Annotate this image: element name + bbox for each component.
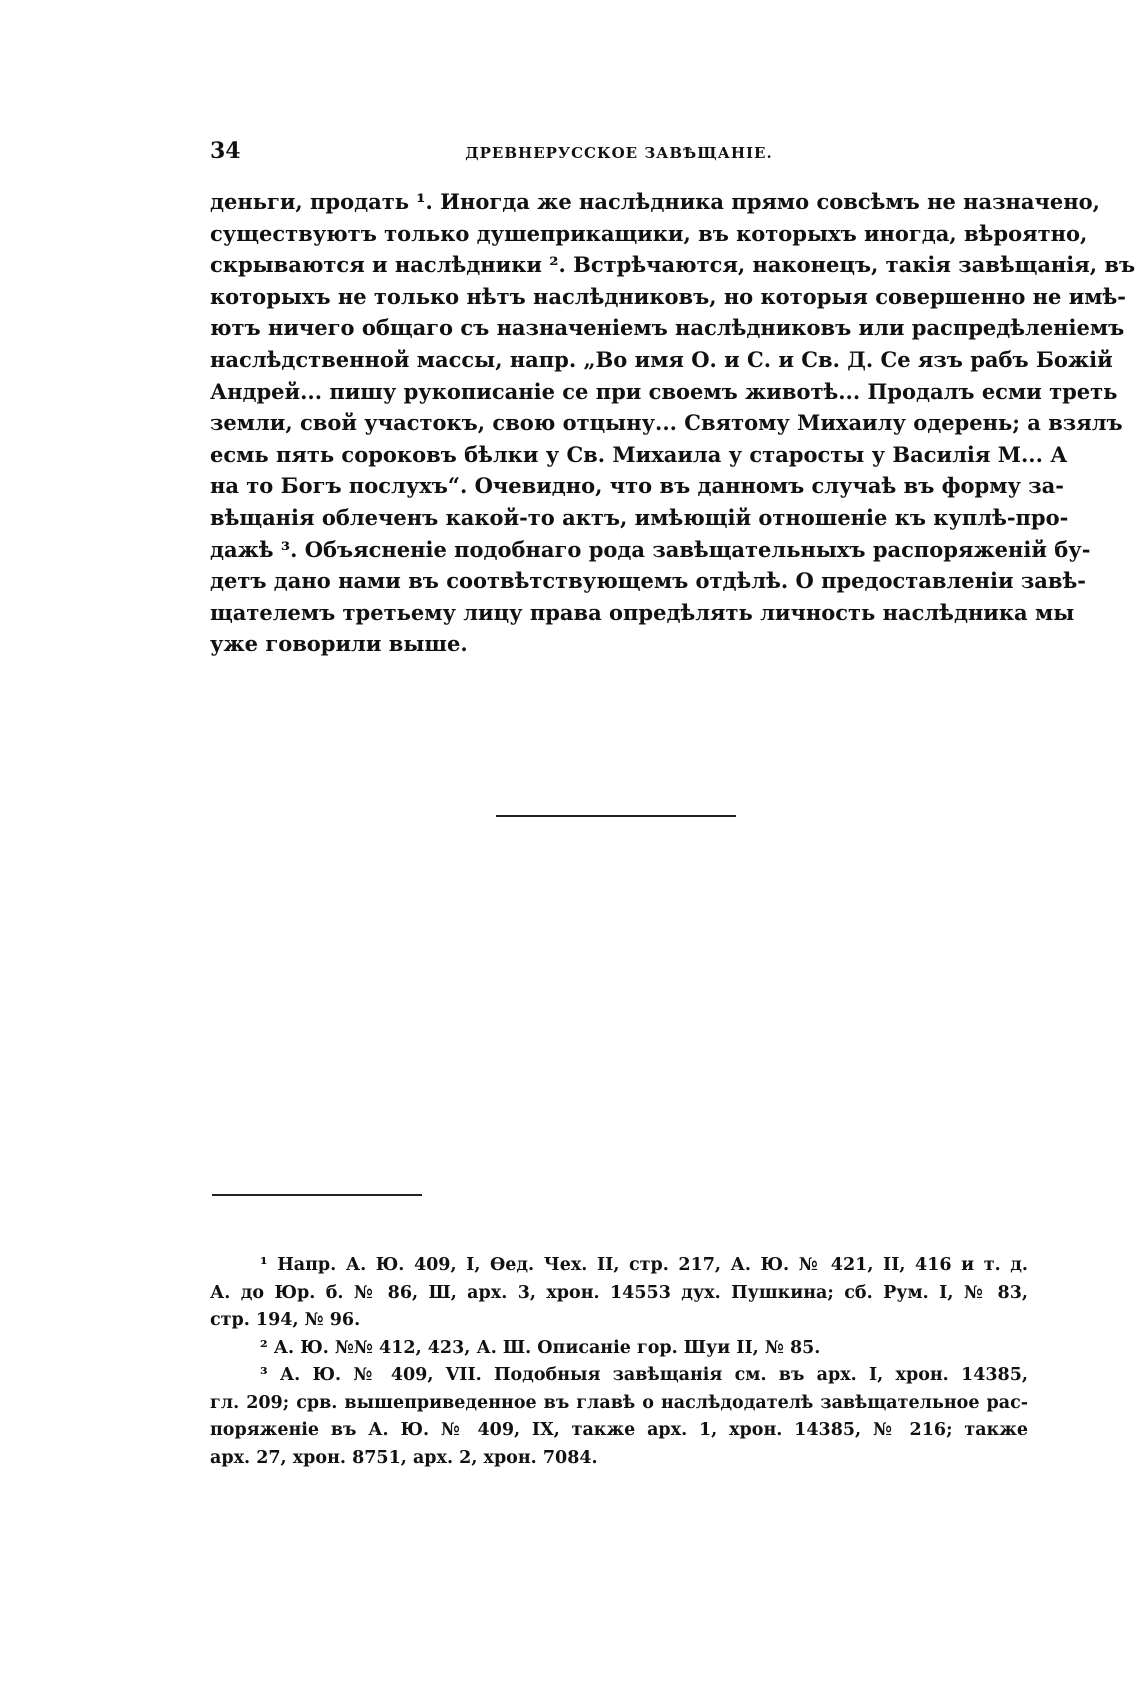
body-line: детъ дано нами въ соотвѣтствующемъ отдѣлѣ. О предоставленіи завѣ- — [210, 568, 1086, 594]
body-line: есмь пять сороковъ бѣлки у Св. Михаила у старосты у Василія М... А — [210, 441, 1068, 467]
footnote-line: ² А. Ю. №№ 412, 423, А. Ш. Описаніе гор. Шуи II, № 85. — [260, 1337, 821, 1358]
body-line: уже говорили выше. — [210, 631, 468, 657]
page-header — [210, 138, 1028, 168]
page-number: 34 — [210, 138, 241, 164]
body-line: которыхъ не только нѣтъ наслѣдниковъ, но которыя совершенно не имѣ- — [210, 283, 1127, 309]
footnote-rule — [212, 1194, 422, 1196]
footnotes — [210, 1252, 1028, 1472]
footnote-line: ¹ Напр. А. Ю. 409, I, Ѳед. Чех. II, стр. 217, А. Ю. № 421, II, 416 и т. д. — [260, 1255, 1028, 1275]
body-line: вѣщанія облеченъ какой-то актъ, имѣющій отношеніе къ куплѣ-про- — [210, 504, 1069, 530]
footnote-line: арх. 27, хрон. 8751, арх. 2, хрон. 7084. — [210, 1447, 598, 1468]
footnote-line: А. до Юр. б. № 86, Ш, арх. 3, хрон. 14553 дух. Пушкина; сб. Рум. I, № 83, — [210, 1282, 1028, 1303]
section-separator — [496, 815, 736, 817]
footnote-line: стр. 194, № 96. — [210, 1310, 361, 1330]
body-line: ютъ ничего общаго съ назначеніемъ наслѣдниковъ или распредѣленіемъ — [210, 315, 1125, 341]
footnote-line: поряженіе въ А. Ю. № 409, IX, также арх. 1, хрон. 14385, № 216; также — [210, 1420, 1028, 1440]
body-line: наслѣдственной массы, напр. „Во имя О. и С. и Св. Д. Се язъ рабъ Божій — [210, 346, 1113, 372]
body-line: деньги, продать ¹. Иногда же наслѣдника прямо совсѣмъ не назначено, — [210, 189, 1100, 214]
body-text — [210, 186, 1136, 660]
footnote-line: гл. 209; срв. вышеприведенное въ главѣ о наслѣдодателѣ завѣщательное рас- — [210, 1392, 1028, 1413]
body-line: дажѣ ³. Объясненіе подобнаго рода завѣщательныхъ распоряженій бу- — [210, 536, 1091, 562]
body-line: Андрей... пишу рукописаніе се при своемъ животѣ... Продалъ есми треть — [210, 378, 1118, 404]
body-line: земли, свой участокъ, свою отцыну... Святому Михаилу одерень; а взялъ — [210, 410, 1123, 436]
body-line: щателемъ третьему лицу права опредѣлять личность наслѣдника мы — [210, 599, 1075, 625]
running-title: ДРЕВНЕРУССКОЕ ЗАВѢЩАНІЕ. — [465, 144, 773, 162]
body-line: скрываются и наслѣдники ². Встрѣчаются, наконецъ, такія завѣщанія, въ — [210, 252, 1136, 278]
footnote-line: ³ А. Ю. № 409, VII. Подобныя завѣщанія см. въ арх. I, хрон. 14385, — [260, 1365, 1028, 1385]
body-line: на то Богъ послухъ“. Очевидно, что въ данномъ случаѣ въ форму за- — [210, 473, 1064, 499]
body-line: существуютъ только душеприкащики, въ которыхъ иногда, вѣроятно, — [210, 220, 1088, 246]
